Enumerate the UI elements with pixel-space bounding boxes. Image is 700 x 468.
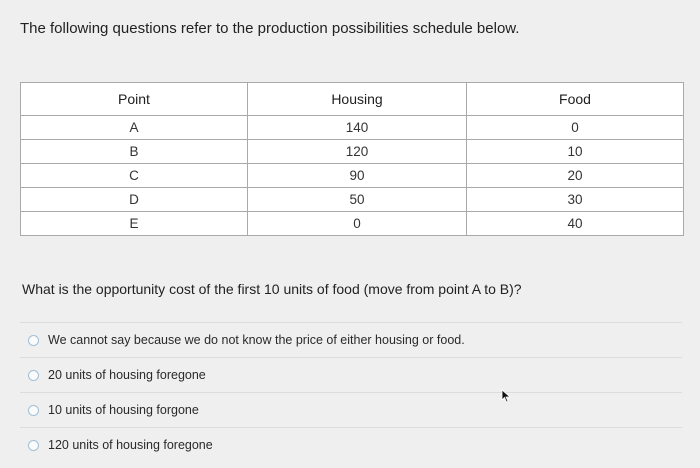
table-cell: C [21,164,248,188]
production-possibilities-table [20,82,684,236]
table-row [21,188,684,212]
table-row [21,116,684,140]
header-housing: Housing [248,83,467,116]
table-cell: 30 [467,188,684,212]
table-cell: 10 [467,140,684,164]
mouse-cursor-icon [501,389,513,403]
table-cell: 120 [248,140,467,164]
table-row [21,140,684,164]
answer-options [20,322,682,462]
answer-option-2[interactable] [20,357,682,392]
radio-button[interactable] [28,370,39,381]
header-point: Point [21,83,248,116]
option-label: 120 units of housing foregone [48,438,213,452]
header-food: Food [467,83,684,116]
table-cell: 20 [467,164,684,188]
table-cell: 0 [248,212,467,236]
radio-button[interactable] [28,405,39,416]
table-cell: 50 [248,188,467,212]
table-row [21,212,684,236]
table-cell: 90 [248,164,467,188]
answer-option-1[interactable] [20,322,682,357]
table-cell: B [21,140,248,164]
answer-option-3[interactable] [20,392,682,427]
option-label: 20 units of housing foregone [48,368,206,382]
table-header-row [21,83,684,116]
option-label: 10 units of housing forgone [48,403,199,417]
radio-button[interactable] [28,440,39,451]
table-cell: D [21,188,248,212]
answer-option-4[interactable] [20,427,682,462]
table-cell: E [21,212,248,236]
table-cell: 0 [467,116,684,140]
radio-button[interactable] [28,335,39,346]
intro-text: The following questions refer to the production possibilities schedule below. [20,20,520,37]
table-cell: A [21,116,248,140]
question-text: What is the opportunity cost of the first 10 units of food (move from point A to B)? [22,281,522,297]
option-label: We cannot say because we do not know the price of either housing or food. [48,333,465,347]
table-cell: 40 [467,212,684,236]
table-cell: 140 [248,116,467,140]
table-row [21,164,684,188]
